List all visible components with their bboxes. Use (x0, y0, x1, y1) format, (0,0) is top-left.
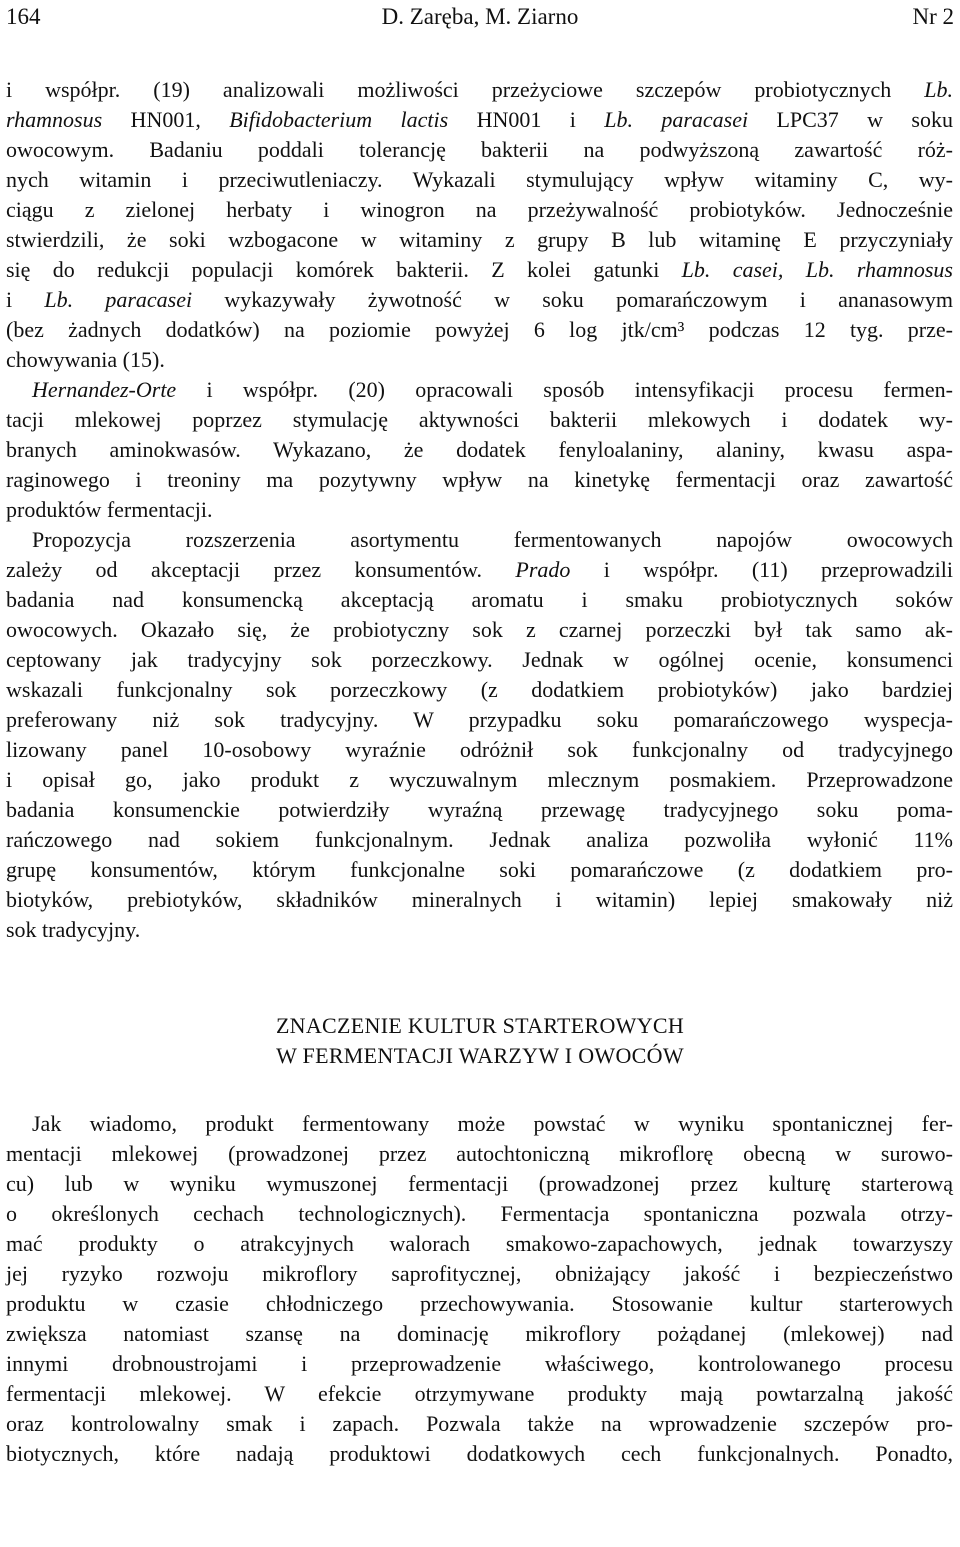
text-line: wskazali funkcjonalny sok porzeczkowy (z dodatkiem probiotyków) jako bardziej (6, 677, 953, 702)
text-line: produktu w czasie chłodniczego przechowywania. Stosowanie kultur starterowych (6, 1291, 953, 1316)
running-header (6, 0, 954, 34)
text-line: innymi drobnoustrojami i przeprowadzenie właściwego, kontrolowanego procesu (6, 1351, 953, 1376)
text-line: preferowany niż sok tradycyjny. W przypadku soku pomarańczowego wyspecja- (6, 707, 953, 732)
text-line: ciągu z zielonej herbaty i winogron na przeżywalność probiotyków. Jednocześnie (6, 197, 953, 222)
section-heading-line: W FERMENTACJI WARZYW I OWOCÓW (276, 1043, 684, 1068)
text-line: lizowany panel 10-osobowy wyraźnie odróżnił sok funkcjonalny od tradycyjnego (6, 737, 953, 762)
text-line: raginowego i treoniny ma pozytywny wpływ na kinetykę fermentacji oraz zawartość (6, 467, 953, 492)
text-line: grupę konsumentów, którym funkcjonalne soki pomarańczowe (z dodatkiem pro- (6, 857, 953, 882)
text-line: owocowym. Badaniu poddali tolerancję bakterii na podwyższoną zawartość róż- (6, 137, 953, 162)
text-line: i współpr. (19) analizowali możliwości przeżyciowe szczepów probiotycznych Lb. (6, 77, 953, 102)
text-line: produktów fermentacji. (6, 497, 213, 522)
text-line: mać produkty o atrakcyjnych walorach smakowo-zapachowych, jednak towarzyszy (6, 1231, 953, 1256)
text-line: oraz kontrolowalny smak i zapach. Pozwala także na wprowadzenie szczepów pro- (6, 1411, 953, 1436)
text-line: (bez żadnych dodatków) na poziomie powyżej 6 log jtk/cm³ podczas 12 tyg. prze- (6, 317, 953, 342)
text-line: cu) lub w wyniku wymuszonej fermentacji (prowadzonej przez kulturę starterową (6, 1171, 953, 1196)
section-heading-line: ZNACZENIE KULTUR STARTEROWYCH (275, 1013, 685, 1038)
running-authors: D. Zaręba, M. Ziarno (381, 4, 579, 29)
text-line: sok tradycyjny. (6, 917, 141, 942)
text-line: owocowych. Okazało się, że probiotyczny sok z czarnej porzeczki był tak samo ak- (6, 617, 953, 642)
text-line: badania nad konsumencką akceptacją aromatu i smaku probiotycznych soków (6, 587, 953, 612)
issue-number: Nr 2 (912, 4, 954, 29)
text-line: chowywania (15). (6, 347, 165, 372)
text-line: jej ryzyko rozwoju mikroflory saprofitycznej, obniżający jakość i bezpieczeństwo (6, 1261, 953, 1286)
text-line: nych witamin i przeciwutleniaczy. Wykazali stymulujący wpływ witaminy C, wy- (6, 167, 953, 192)
text-line: branych aminokwasów. Wykazano, że dodatek fenyloalaniny, alaniny, kwasu aspa- (6, 437, 953, 462)
text-line: zależy od akceptacji przez konsumentów. Prado i współpr. (11) przeprowadzili (6, 557, 953, 582)
text-line: badania konsumenckie potwierdziły wyraźną przewagę tradycyjnego soku poma- (6, 797, 953, 822)
text-line: ceptowany jak tradycyjny sok porzeczkowy. Jednak w ogólnej ocenie, konsumenci (6, 647, 953, 672)
text-line: biotycznych, które nadają produktowi dodatkowych cech funkcjonalnych. Ponadto, (6, 1441, 953, 1466)
page-number: 164 (6, 4, 41, 29)
text-line: mentacji mlekowej (prowadzonej przez autochtoniczną mikroflorę obecną w surowo- (6, 1141, 953, 1166)
text-line: biotyków, prebiotyków, składników mineralnych i witamin) lepiej smakowały niż (6, 887, 953, 912)
text-line: i Lb. paracasei wykazywały żywotność w soku pomarańczowym i ananasowym (6, 287, 953, 312)
text-line: Jak wiadomo, produkt fermentowany może powstać w wyniku spontanicznej fer- (32, 1111, 953, 1136)
text-line: stwierdzili, że soki wzbogacone w witaminy z grupy B lub witaminę E przyczyniały (6, 227, 953, 252)
text-line: rhamnosus HN001, Bifidobacterium lactis HN001 i Lb. paracasei LPC37 w soku (6, 107, 953, 132)
text-line: Propozycja rozszerzenia asortymentu fermentowanych napojów owocowych (32, 527, 953, 552)
text-line: i opisał go, jako produkt z wyczuwalnym mlecznym posmakiem. Przeprowadzone (6, 767, 953, 792)
text-line: fermentacji mlekowej. W efekcie otrzymywane produkty mają powtarzalną jakość (6, 1381, 953, 1406)
text-line: zwiększa natomiast szansę na dominację mikroflory pożądanej (mlekowej) nad (6, 1321, 953, 1346)
text-line: się do redukcji populacji komórek bakterii. Z kolei gatunki Lb. casei, Lb. rhamnosus (6, 257, 953, 282)
text-line: rańczowego nad sokiem funkcjonalnym. Jednak analiza pozwoliła wyłonić 11% (6, 827, 953, 852)
text-line: tacji mlekowej poprzez stymulację aktywności bakterii mlekowych i dodatek wy- (6, 407, 953, 432)
text-line: o określonych cechach technologicznych). Fermentacja spontaniczna pozwala otrzy- (6, 1201, 953, 1226)
text-line: Hernandez-Orte i współpr. (20) opracowali sposób intensyfikacji procesu fermen- (32, 377, 953, 402)
